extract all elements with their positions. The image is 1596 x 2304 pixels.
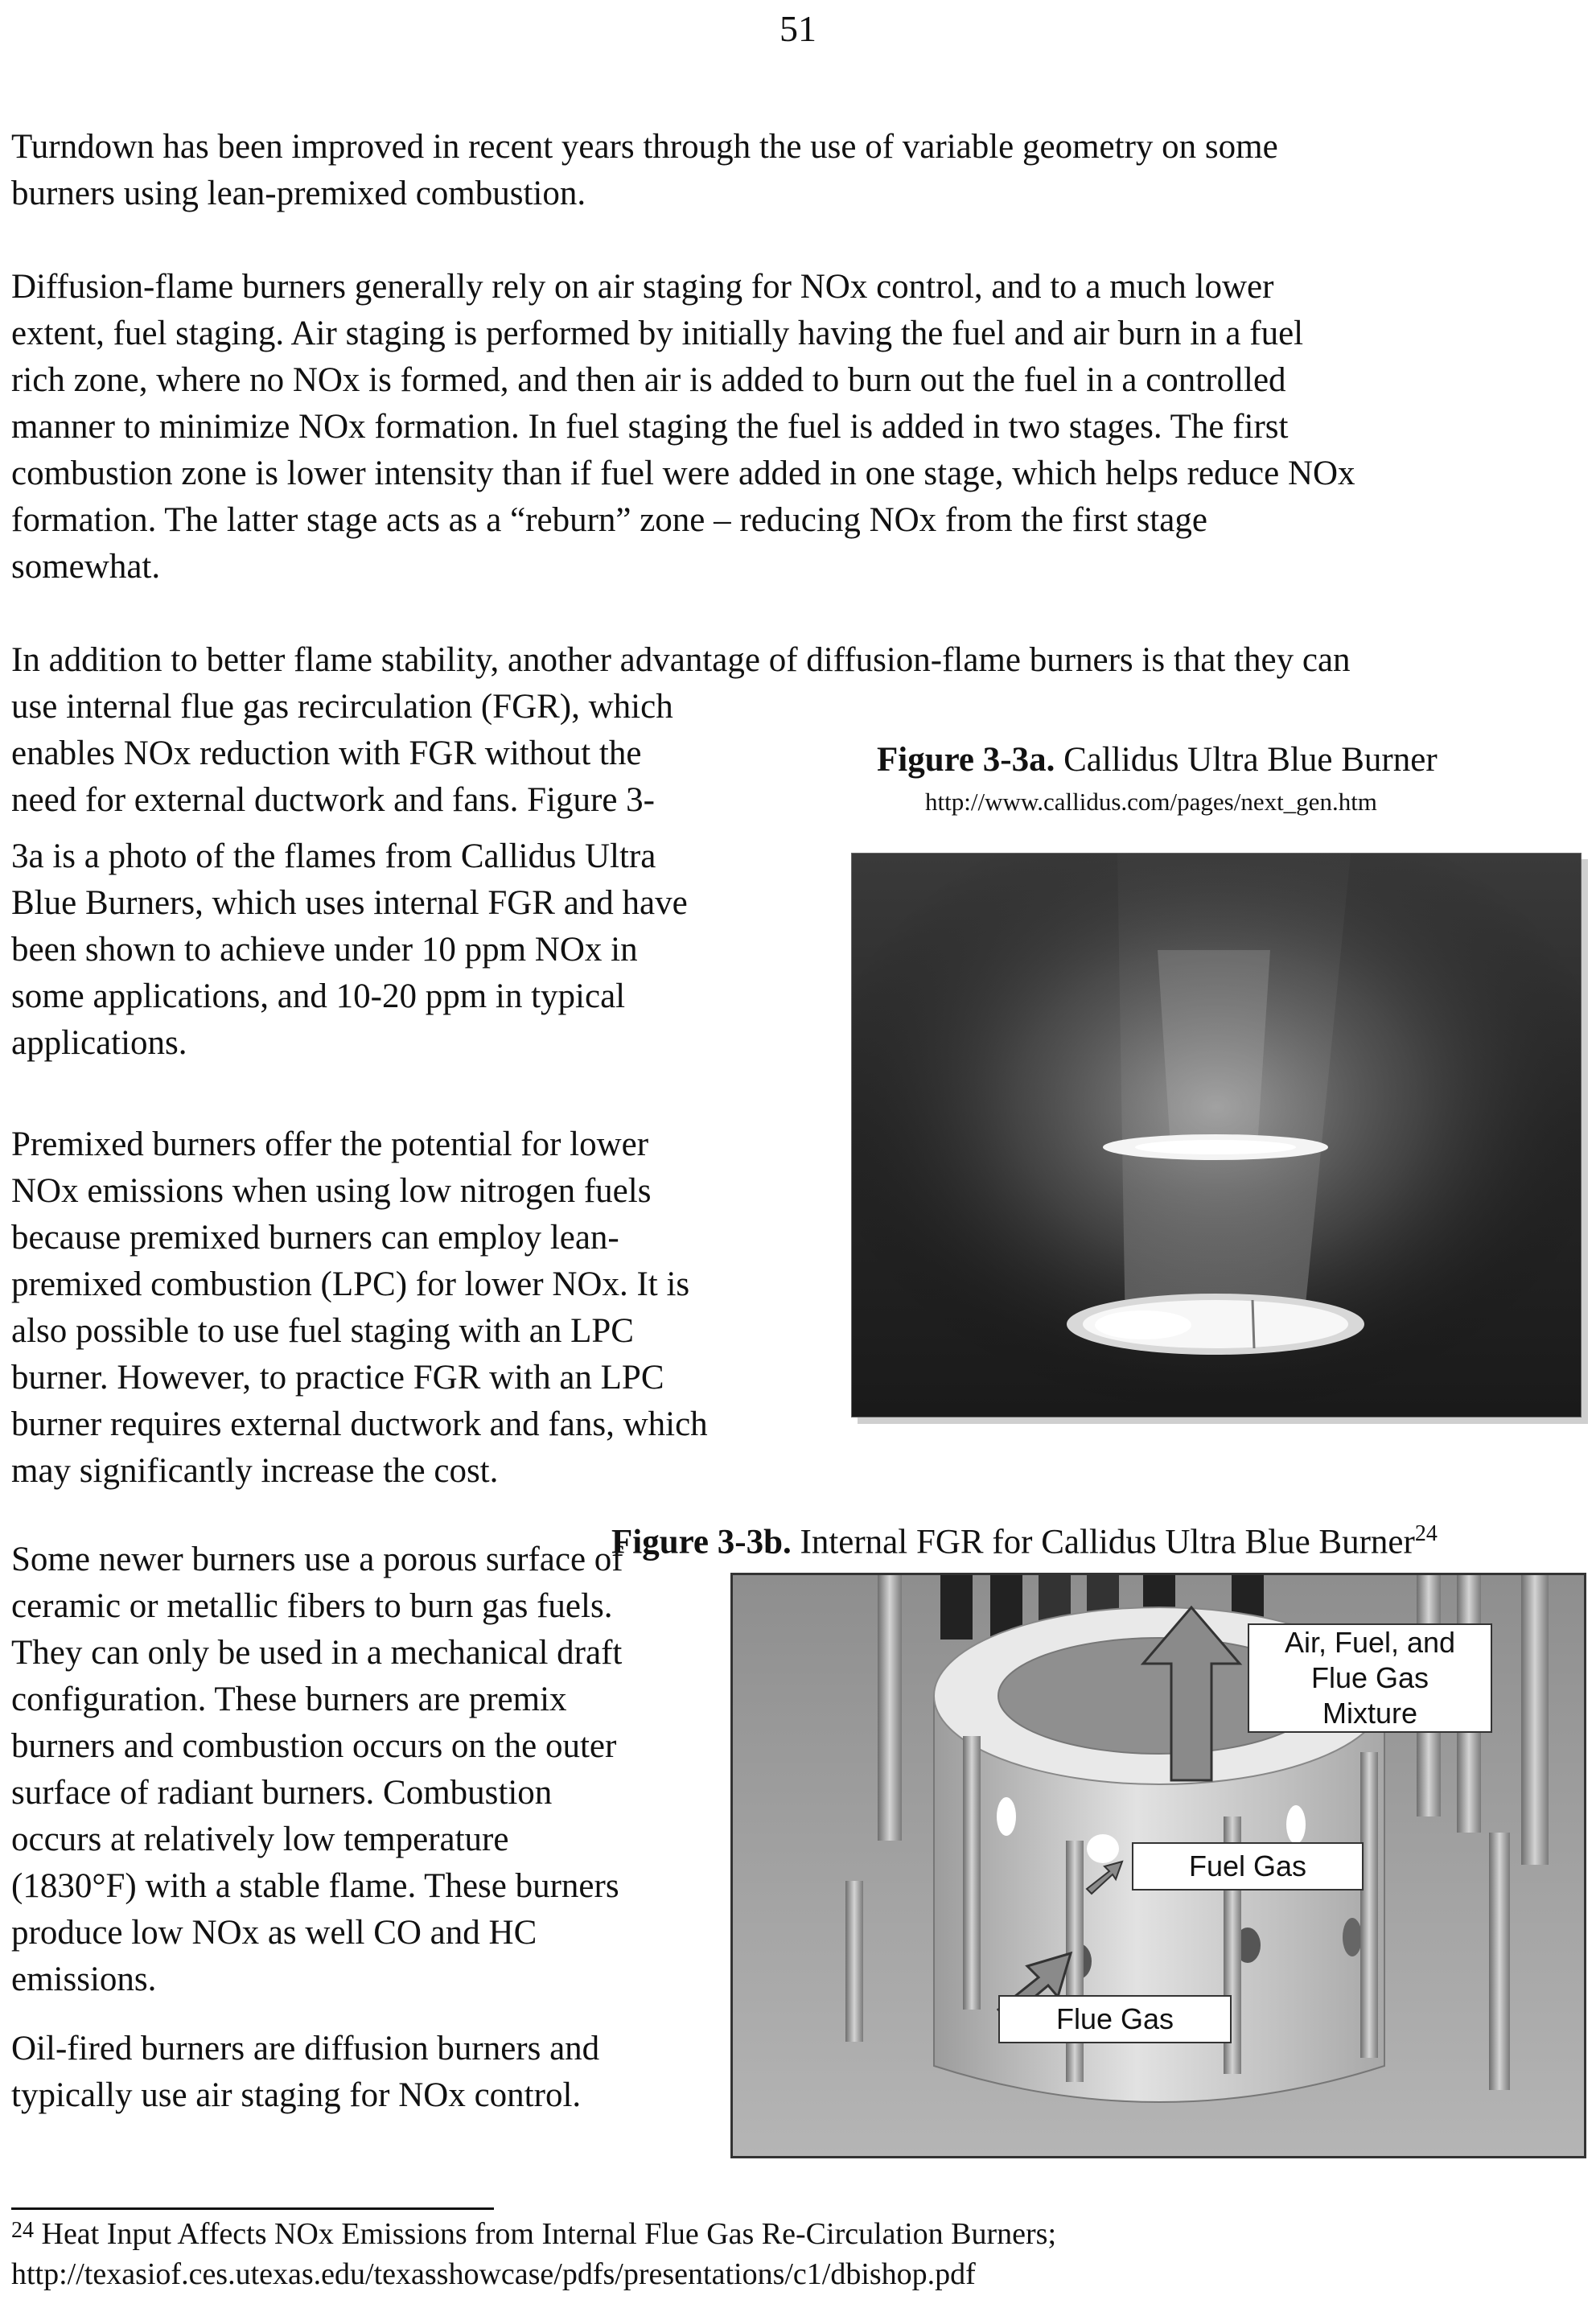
paragraph-oil-fired [11, 2026, 735, 2119]
text-line: applications. [11, 1024, 187, 1062]
text-line: ceramic or metallic fibers to burn gas fuels. [11, 1587, 613, 1625]
paragraph-premixed-burners [11, 1121, 824, 1495]
text-line: been shown to achieve under 10 ppm NOx in [11, 931, 638, 969]
paragraph-diffusion-flame [11, 264, 1588, 590]
paragraph-porous-surface [11, 1537, 735, 2003]
figure-3a-label: Figure 3-3a. [877, 741, 1055, 779]
figure-3b-diagram [730, 1573, 1586, 2158]
footnote-url: http://texasiof.ces.utexas.edu/texasshowcase/pdfs/presentations/c1/dbishop.pdf [11, 2257, 976, 2291]
figure-3a-url: http://www.callidus.com/pages/next_gen.htm [925, 788, 1377, 816]
footnote-divider [11, 2207, 494, 2210]
text-line: combustion zone is lower intensity than if fuel were added in one stage, which helps reduce NOx [11, 455, 1355, 492]
text-line: also possible to use fuel staging with an LPC [11, 1312, 634, 1350]
text-line: some applications, and 10-20 ppm in typical [11, 977, 626, 1015]
label-flue-gas: Flue Gas [998, 1995, 1232, 2043]
text-line: burners using lean-premixed combustion. [11, 175, 586, 212]
text-line: use internal flue gas recirculation (FGR), which [11, 688, 673, 726]
text-line: may significantly increase the cost. [11, 1452, 499, 1490]
footnote-marker: 24 [11, 2218, 34, 2243]
text-line: They can only be used in a mechanical draft [11, 1634, 623, 1672]
footnote-line [11, 2214, 1056, 2254]
figure-3a-photo [851, 853, 1582, 1417]
figure-3a-title: Callidus Ultra Blue Burner [1063, 741, 1438, 779]
page-number: 51 [779, 8, 817, 49]
paragraph-turndown [11, 124, 1588, 217]
text-line: enables NOx reduction with FGR without the [11, 734, 642, 772]
figure-3a-caption [877, 739, 1438, 782]
text-line: burner requires external ductwork and fans, which [11, 1405, 708, 1443]
text-line: Blue Burners, which uses internal FGR and have [11, 884, 688, 922]
text-line: Diffusion-flame burners generally rely on air staging for NOx control, and to a much lower [11, 268, 1274, 306]
footnote [11, 2214, 1056, 2294]
text-line: need for external ductwork and fans. Figure 3- [11, 781, 655, 819]
text-line: Oil-fired burners are diffusion burners and [11, 2030, 600, 2067]
text-line: because premixed burners can employ lean- [11, 1219, 619, 1257]
text-line: manner to minimize NOx formation. In fuel staging the fuel is added in two stages. The first [11, 408, 1289, 446]
text-line: formation. The latter stage acts as a “reburn” zone – reducing NOx from the first stage [11, 501, 1207, 539]
text-line: occurs at relatively low temperature [11, 1821, 509, 1858]
text-line: surface of radiant burners. Combustion [11, 1774, 553, 1812]
text-line: Some newer burners use a porous surface of [11, 1541, 623, 1578]
text-line: configuration. These burners are premix [11, 1681, 567, 1718]
text-line: somewhat. [11, 548, 161, 586]
text-line: (1830°F) with a stable flame. These burners [11, 1867, 619, 1905]
burner-flame-photo [852, 854, 1581, 1417]
text-line: Premixed burners offer the potential for lower [11, 1125, 649, 1163]
text-line: typically use air staging for NOx control. [11, 2076, 582, 2114]
text-line: extent, fuel staging. Air staging is performed by initially having the fuel and air burn in a fuel [11, 315, 1304, 352]
text-line: In addition to better flame stability, another advantage of diffusion-flame burners is that they can [11, 641, 1351, 679]
figure-3b-title: Internal FGR for Callidus Ultra Blue Burner [800, 1523, 1415, 1561]
label-line: Mixture [1322, 1697, 1418, 1730]
text-line: premixed combustion (LPC) for lower NOx. It is [11, 1265, 690, 1303]
figure-3b-footnote-ref: 24 [1414, 1521, 1438, 1546]
figure-3b-caption [611, 1512, 1438, 1564]
text-line: NOx emissions when using low nitrogen fuels [11, 1172, 652, 1210]
text-line: burners and combustion occurs on the outer [11, 1727, 617, 1765]
label-line: Air, Fuel, and [1284, 1626, 1456, 1659]
footnote-text: Heat Input Affects NOx Emissions from Internal Flue Gas Re-Circulation Burners; [41, 2217, 1056, 2251]
text-line: 3a is a photo of the flames from Callidus Ultra [11, 837, 656, 875]
text-line: Turndown has been improved in recent years through the use of variable geometry on some [11, 128, 1278, 166]
label-line: Flue Gas [1310, 1661, 1429, 1694]
label-air-fuel-flue-gas-mixture [1248, 1623, 1492, 1733]
label-fuel-gas: Fuel Gas [1132, 1842, 1364, 1891]
figure-3b-label: Figure 3-3b. [611, 1523, 792, 1561]
text-line: rich zone, where no NOx is formed, and then air is added to burn out the fuel in a controlled [11, 361, 1286, 399]
text-line: emissions. [11, 1960, 157, 1998]
text-line: produce low NOx as well CO and HC [11, 1914, 537, 1952]
text-line: burner. However, to practice FGR with an LPC [11, 1359, 664, 1397]
